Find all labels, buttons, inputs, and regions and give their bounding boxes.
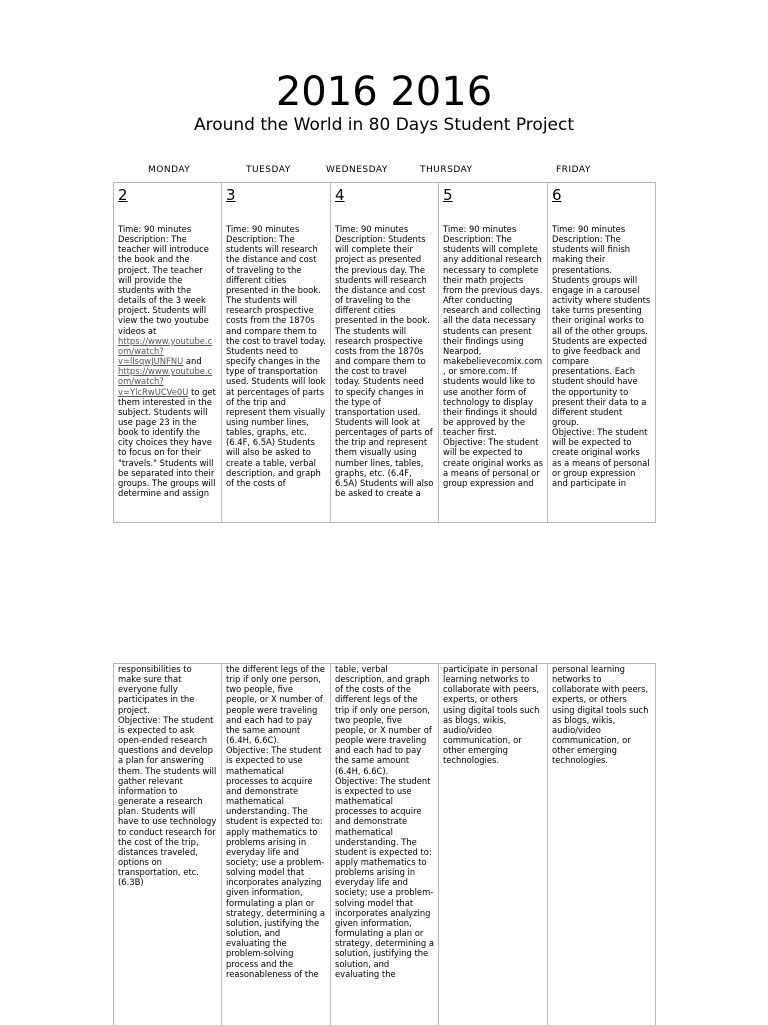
description-text: Description: Students will complete their project as presented the previous day. The students will research the distance and cost of traveling to the different cities presented in the book. The students will research prospective costs from the 1870s and compare them to the cost to travel today. Students need to specify changes in the type of transportation used. Students will look at percentages of parts of the trip and represent them visually using number lines, tables, graphs, etc. (6.4F, 6.5A) Students will also be asked to create a: [335, 234, 434, 498]
day-cell-monday: [114, 183, 222, 523]
objective-text: Objective: The student is expected to ask open-ended research questions and develop a plan for answering them. The students will gather relevant information to generate a research plan. Students will have to use technology to conduct research for the cost of the trip, distances traveled, options on transportation, etc. (6.3B): [118, 715, 217, 888]
day-header-thursday: THURSDAY: [420, 164, 473, 176]
description-continued: the different legs of the trip if only one person, two people, five people, or X number of people were traveling and each had to pay the same amount (6.4H, 6.6C).: [226, 664, 326, 745]
page-subtitle: Around the World in 80 Days Student Project: [0, 114, 768, 136]
objective-continued: participate in personal learning networks to collaborate with peers, experts, or others using digital tools such as blogs, wikis, audio/video communication, or other emerging technologies.: [443, 664, 543, 766]
description-text: Description: The students will complete any additional research necessary to complete their math projects from the previous days. After conducting research and collecting all the data necessary students can present their findings using Nearpod, makebelievecomix.com, or smore.com. If students would like to use another form of technology to display their findings it should be approved by the teacher first.: [443, 234, 543, 437]
objective-continued: personal learning networks to collaborate with peers, experts, or others using digital tools such as blogs, wikis, audio/video communication, or other emerging technologies.: [552, 664, 651, 766]
day-cell-tuesday-continued: [222, 664, 331, 1025]
description-text: Description: The students will finish making their presentations. Students groups will engage in a carousel activity where students take turns presenting their original works to all of the other groups. Students are expected to give feedback and compare presentations. Each student should have the opportunity to present their data to a different student group.: [552, 234, 651, 427]
day-cell-wednesday: [331, 183, 439, 523]
day-cell-friday: [548, 183, 656, 523]
apply-text: apply mathematics to problems arising in everyday life and society; use a problem-solving model that incorporates analyzing given information, formulating a plan or strategy, determining a solution, justifying the solution, and evaluating the: [335, 857, 434, 979]
youtube-link-2[interactable]: https://www.youtube.com/watch?v=YlcRwUCVe0U: [118, 366, 212, 396]
day-header-wednesday: WEDNESDAY: [326, 164, 388, 176]
description-continued: table, verbal description, and graph of the costs of the different legs of the trip if only one person, two people, five people, or X number of people were traveling and each had to pay the same amount (6.4H, 6.6C).: [335, 664, 434, 776]
time-text: Time: 90 minutes: [226, 224, 326, 234]
objective-text: Objective: The student is expected to use mathematical processes to acquire and demonstrate mathematical understanding. The student is expected to:: [335, 776, 434, 857]
objective-text: Objective: The student will be expected to create original works as a means of personal or group expression and participate in: [552, 427, 651, 488]
day-cell-tuesday: [222, 183, 331, 523]
date-number: 2: [118, 186, 217, 204]
calendar-week-continued: [113, 663, 656, 1025]
day-cell-thursday: [439, 183, 548, 523]
day-header-monday: MONDAY: [148, 164, 190, 176]
description-text: Description: The students will research the distance and cost of traveling to the different cities presented in the book. The students will research prospective costs from the 1870s and compare them to the cost to travel today. Students need to specify changes in the type of transportation used. Students will look at percentages of parts of the trip and represent them visually using number lines, tables, graphs, etc. (6.4F, 6.5A) Students will also be asked to create a table, verbal description, and graph of the costs of: [226, 234, 326, 488]
day-cell-monday-continued: [114, 664, 222, 1025]
time-text: Time: 90 minutes: [335, 224, 434, 234]
time-text: Time: 90 minutes: [118, 224, 217, 234]
day-cell-friday-continued: [548, 664, 656, 1025]
description-continued: responsibilities to make sure that everyone fully participates in the project.: [118, 664, 217, 715]
date-number: 4: [335, 186, 434, 204]
day-header-friday: FRIDAY: [556, 164, 591, 176]
day-header-tuesday: TUESDAY: [246, 164, 291, 176]
page-title: 2016 2016: [0, 68, 768, 116]
day-cell-wednesday-continued: [331, 664, 439, 1025]
objective-text: Objective: The student is expected to use mathematical processes to acquire and demonstrate mathematical understanding. The student is expected to:: [226, 745, 326, 826]
description-text: Description: The teacher will introduce the book and the project. The teacher will provide the students with the details of the 3 week project. Students will view the two youtube videos at https://www.youtube.com/watch?v=llsqwJUNFNU and https://www.youtube.com/watch?v=YlcRwUCVe0U to get them interested in the subject. Students will use page 23 in the book to identify the city choices they have to focus on for their "travels." Students will be separated into their groups. The groups will determine and assign: [118, 234, 217, 498]
apply-text: apply mathematics to problems arising in everyday life and society; use a problem-solving model that incorporates analyzing given information, formulating a plan or strategy, determining a solution, justifying the solution, and evaluating the problem-solving process and the reasonableness of the: [226, 827, 326, 979]
date-number: 5: [443, 186, 543, 204]
youtube-link-1[interactable]: https://www.youtube.com/watch?v=llsqwJUNFNU: [118, 336, 212, 366]
date-number: 6: [552, 186, 651, 204]
date-number: 3: [226, 186, 326, 204]
time-text: Time: 90 minutes: [443, 224, 543, 234]
calendar-week-top: [113, 182, 656, 523]
objective-text: Objective: The student will be expected to create original works as a means of personal or group expression and: [443, 437, 543, 488]
time-text: Time: 90 minutes: [552, 224, 651, 234]
day-cell-thursday-continued: [439, 664, 548, 1025]
